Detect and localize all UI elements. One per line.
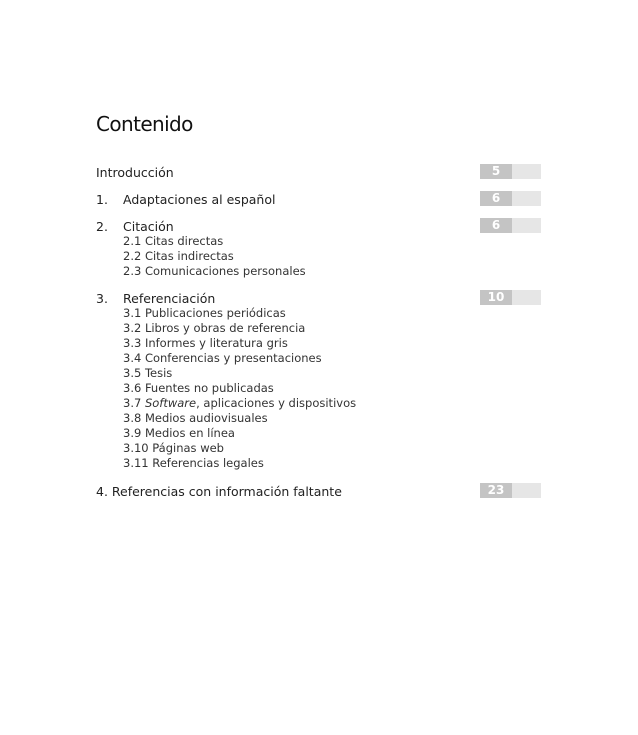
page-number-box [480, 483, 541, 498]
page-number: 6 [480, 218, 512, 233]
toc-subitem[interactable]: 3.10 Páginas web [123, 441, 224, 455]
toc-subitem[interactable]: 3.4 Conferencias y presentaciones [123, 351, 322, 365]
toc-subitem[interactable]: 3.2 Libros y obras de referencia [123, 321, 306, 335]
page-number-box [480, 164, 541, 179]
page-number: 5 [480, 164, 512, 179]
toc-subitem[interactable]: 3.9 Medios en línea [123, 426, 235, 440]
toc-subitem[interactable]: 3.8 Medios audiovisuales [123, 411, 268, 425]
toc-subitem[interactable]: 3.5 Tesis [123, 366, 173, 380]
toc-subitem[interactable]: 2.1 Citas directas [123, 234, 224, 248]
subitem-rest: , aplicaciones y dispositivos [196, 396, 357, 410]
toc-entry-introduccion[interactable] [96, 165, 174, 180]
toc-subitem[interactable]: 2.3 Comunicaciones personales [123, 264, 306, 278]
subitem-prefix: 3.7 [123, 396, 145, 410]
page-number: 6 [480, 191, 512, 206]
subitem-italic: Software [144, 396, 197, 410]
page-number-box [480, 290, 541, 305]
toc-subitem[interactable]: 3.6 Fuentes no publicadas [123, 381, 274, 395]
page-number-box [480, 191, 541, 206]
toc-entry-number: 1. [96, 192, 108, 207]
toc-entry-number: 2. [96, 219, 108, 234]
toc-entry-label: Adaptaciones al español [123, 192, 276, 207]
toc-subitem-3-7[interactable] [123, 396, 356, 411]
toc-subitem[interactable]: 3.11 Referencias legales [123, 456, 264, 470]
toc-entry-label: Introducción [96, 165, 174, 180]
page-number-box [480, 218, 541, 233]
page-number: 10 [480, 290, 512, 305]
toc-entry-label: Referenciación [123, 291, 216, 306]
toc-subitem[interactable]: 2.2 Citas indirectas [123, 249, 234, 263]
toc-subitem[interactable]: 3.3 Informes y literatura gris [123, 336, 288, 350]
toc-subitem[interactable]: 3.1 Publicaciones periódicas [123, 306, 286, 320]
toc-entry-number: 3. [96, 291, 108, 306]
toc-entry-label: Citación [123, 219, 174, 234]
toc-title: Contenido [96, 112, 193, 136]
toc-entry-4[interactable] [96, 484, 342, 499]
page-number: 23 [480, 483, 512, 498]
toc-entry-label: 4. Referencias con información faltante [96, 484, 342, 499]
